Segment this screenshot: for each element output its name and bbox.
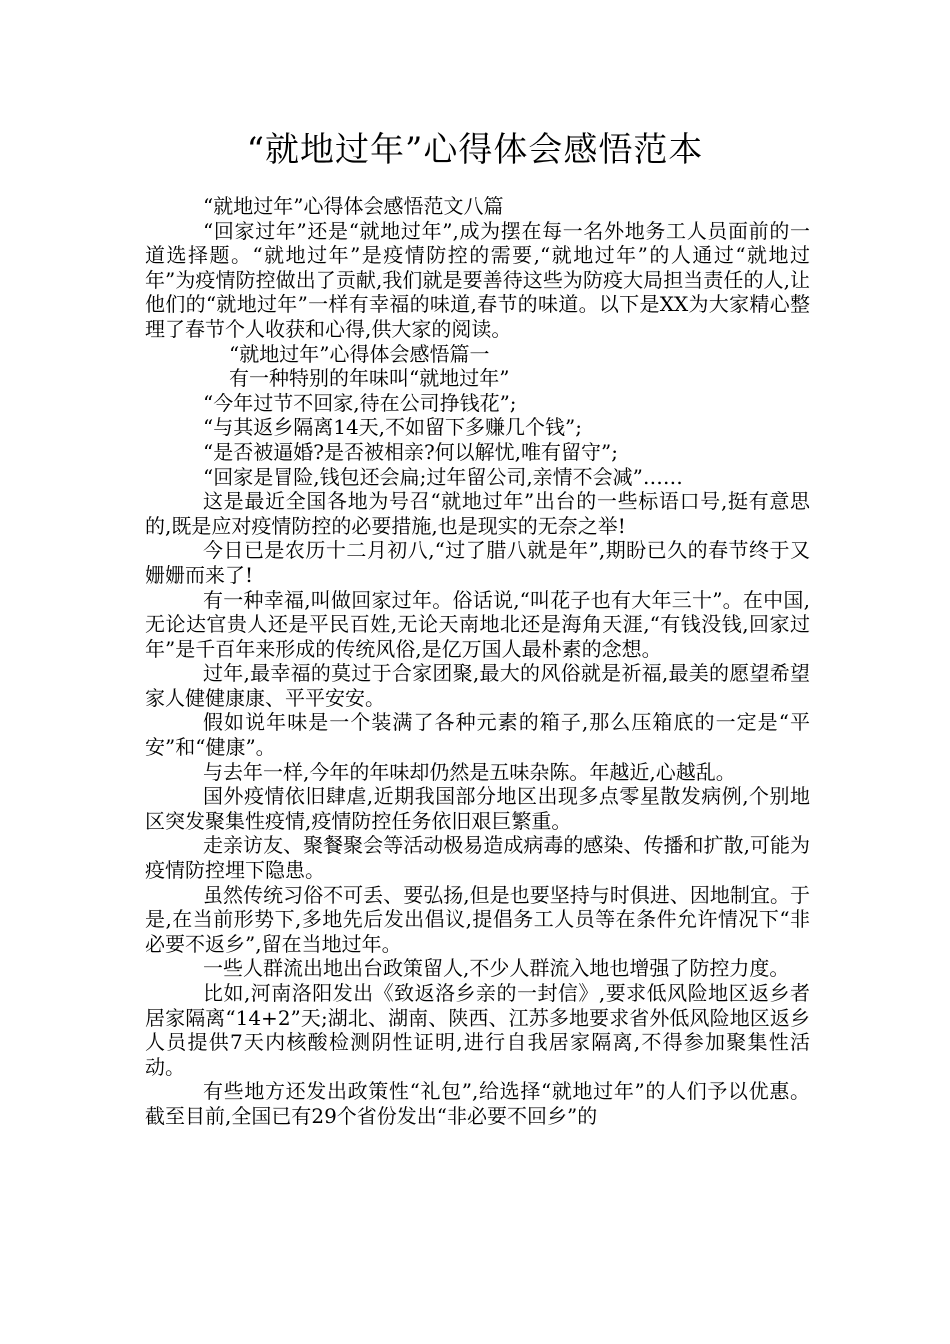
document-title: “就地过年”心得体会感悟范本: [246, 130, 704, 170]
paragraph: 今日已是农历十二月初八,“过了腊八就是年”,期盼已久的春节终于又姗姗而来了!: [145, 538, 810, 587]
document-body: [145, 194, 810, 1129]
paragraph: 有一种特别的年味叫“就地过年”: [229, 366, 510, 391]
paragraph: “就地过年”心得体会感悟范文八篇: [203, 194, 504, 218]
paragraph: 走亲访友、聚餐聚会等活动极易造成病毒的感染、传播和扩散,可能为疫情防控埋下隐患。: [145, 833, 810, 883]
paragraph: “回家过年”还是“就地过年”,成为摆在每一名外地务工人员面前的一道选择题。“就地过年”是疫情防控的需要,“就地过年”的人通过“就地过年”为疫情防控做出了贡献,我们就是要善待这些为防疫大局担当责任的人,让他们的“就地过年”一样有幸福的味道,春节的味道。以下是XX为大家精心整理了春节个人收获和心得,供大家的阅读。: [145, 218, 810, 341]
paragraph: “今年过节不回家,待在公司挣钱花”;: [203, 390, 517, 415]
paragraph: “是否被逼婚?是否被相亲?何以解忧,唯有留守”;: [203, 439, 618, 464]
paragraph: “回家是冒险,钱包还会扁;过年留公司,亲情不会减”……: [203, 464, 683, 489]
paragraph: 有些地方还发出政策性“礼包”,给选择“就地过年”的人们予以优惠。截至目前,全国已有29个省份发出“非必要不回乡”的: [145, 1079, 810, 1128]
paragraph: 虽然传统习俗不可丢、要弘扬,但是也要坚持与时俱进、因地制宜。于是,在当前形势下,多地先后发出倡议,提倡务工人员等在条件允许情况下“非必要不返乡”,留在当地过年。: [145, 882, 810, 956]
paragraph: 假如说年味是一个装满了各种元素的箱子,那么压箱底的一定是“平安”和“健康”。: [145, 710, 810, 760]
paragraph: 与去年一样,今年的年味却仍然是五味杂陈。年越近,心越乱。: [203, 759, 736, 784]
paragraph: 比如,河南洛阳发出《致返洛乡亲的一封信》,要求低风险地区返乡者居家隔离“14+2”天;湖北、湖南、陕西、江苏多地要求省外低风险地区返乡人员提供7天内核酸检测阴性证明,进行自我居家隔离,不得参加聚集性活动。: [145, 981, 810, 1079]
paragraph: 过年,最幸福的莫过于合家团聚,最大的风俗就是祈福,最美的愿望希望家人健健康康、平平安安。: [145, 661, 810, 710]
paragraph: 这是最近全国各地为号召“就地过年”出台的一些标语口号,挺有意思的,既是应对疫情防控的必要措施,也是现实的无奈之举!: [145, 489, 810, 538]
paragraph: “就地过年”心得体会感悟篇一: [229, 341, 490, 366]
paragraph: 一些人群流出地出台政策留人,不少人群流入地也增强了防控力度。: [203, 956, 790, 981]
paragraph: “与其返乡隔离14天,不如留下多赚几个钱”;: [203, 415, 582, 440]
paragraph: 有一种幸福,叫做回家过年。俗话说,“叫花子也有大年三十”。在中国,无论达官贵人还是平民百姓,无论天南地北还是海角天涯,“有钱没钱,回家过年”是千百年来形成的传统风俗,是亿万国人最朴素的念想。: [145, 587, 810, 661]
paragraph: 国外疫情依旧肆虐,近期我国部分地区出现多点零星散发病例,个别地区突发聚集性疫情,疫情防控任务依旧艰巨繁重。: [145, 784, 810, 833]
